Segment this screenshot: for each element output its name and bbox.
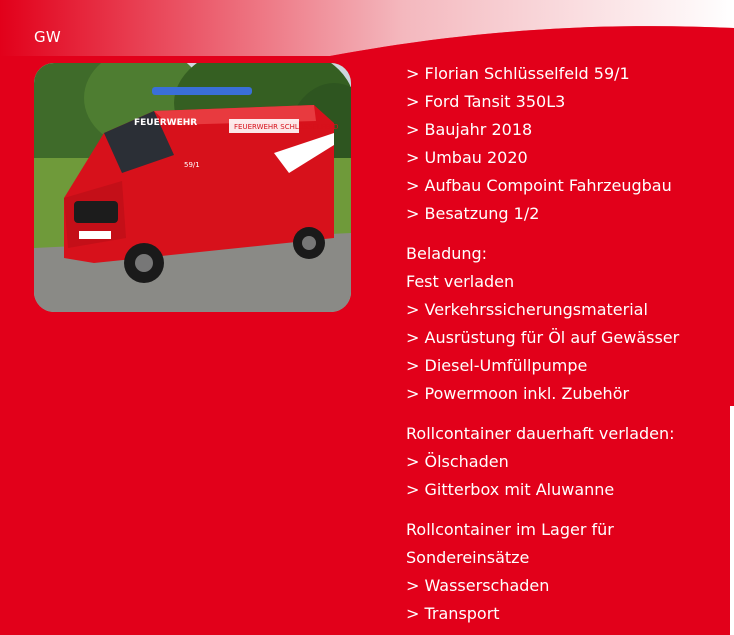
door-lettering: FEUERWEHR SCHLÜSSELFELD — [234, 123, 339, 131]
vehicle-number: 59/1 — [184, 161, 200, 169]
beladung-item: > Diesel-Umfüllpumpe — [406, 356, 588, 375]
rollcontainer-lager-heading-cont: Sondereinsätze — [406, 548, 530, 567]
beladung-item: > Powermoon inkl. Zubehör — [406, 384, 630, 403]
spec-item: > Umbau 2020 — [406, 148, 528, 167]
spec-item: > Ford Tansit 350L3 — [406, 92, 566, 111]
rollcontainer-lager-heading: Rollcontainer im Lager für — [406, 520, 614, 539]
rollcontainer-lager-item: > Transport — [406, 604, 500, 623]
beladung-heading: Beladung: — [406, 244, 488, 263]
spec-item: > Aufbau Compoint Fahrzeugbau — [406, 176, 672, 195]
hood-lettering: FEUERWEHR — [134, 118, 198, 128]
vehicle-info — [406, 60, 726, 628]
spec-list — [406, 60, 726, 228]
beladung-subheading: Fest verladen — [406, 272, 515, 291]
rollcontainer-dauerhaft-section — [406, 420, 726, 504]
rollcontainer-dauerhaft-item: > Ölschaden — [406, 452, 509, 471]
rollcontainer-lager-section — [406, 516, 726, 628]
spec-item: > Baujahr 2018 — [406, 120, 533, 139]
rollcontainer-lager-item: > Wasserschaden — [406, 576, 550, 595]
vehicle-photo — [34, 63, 351, 312]
page-edge — [730, 406, 734, 635]
beladung-section — [406, 240, 726, 408]
rollcontainer-dauerhaft-item: > Gitterbox mit Aluwanne — [406, 480, 615, 499]
rollcontainer-dauerhaft-heading: Rollcontainer dauerhaft verladen: — [406, 424, 675, 443]
spec-item: > Besatzung 1/2 — [406, 204, 540, 223]
spec-item: > Florian Schlüsselfeld 59/1 — [406, 64, 630, 83]
page-title: GW — [34, 28, 61, 46]
beladung-item: > Verkehrssicherungsmaterial — [406, 300, 648, 319]
beladung-item: > Ausrüstung für Öl auf Gewässer — [406, 328, 680, 347]
